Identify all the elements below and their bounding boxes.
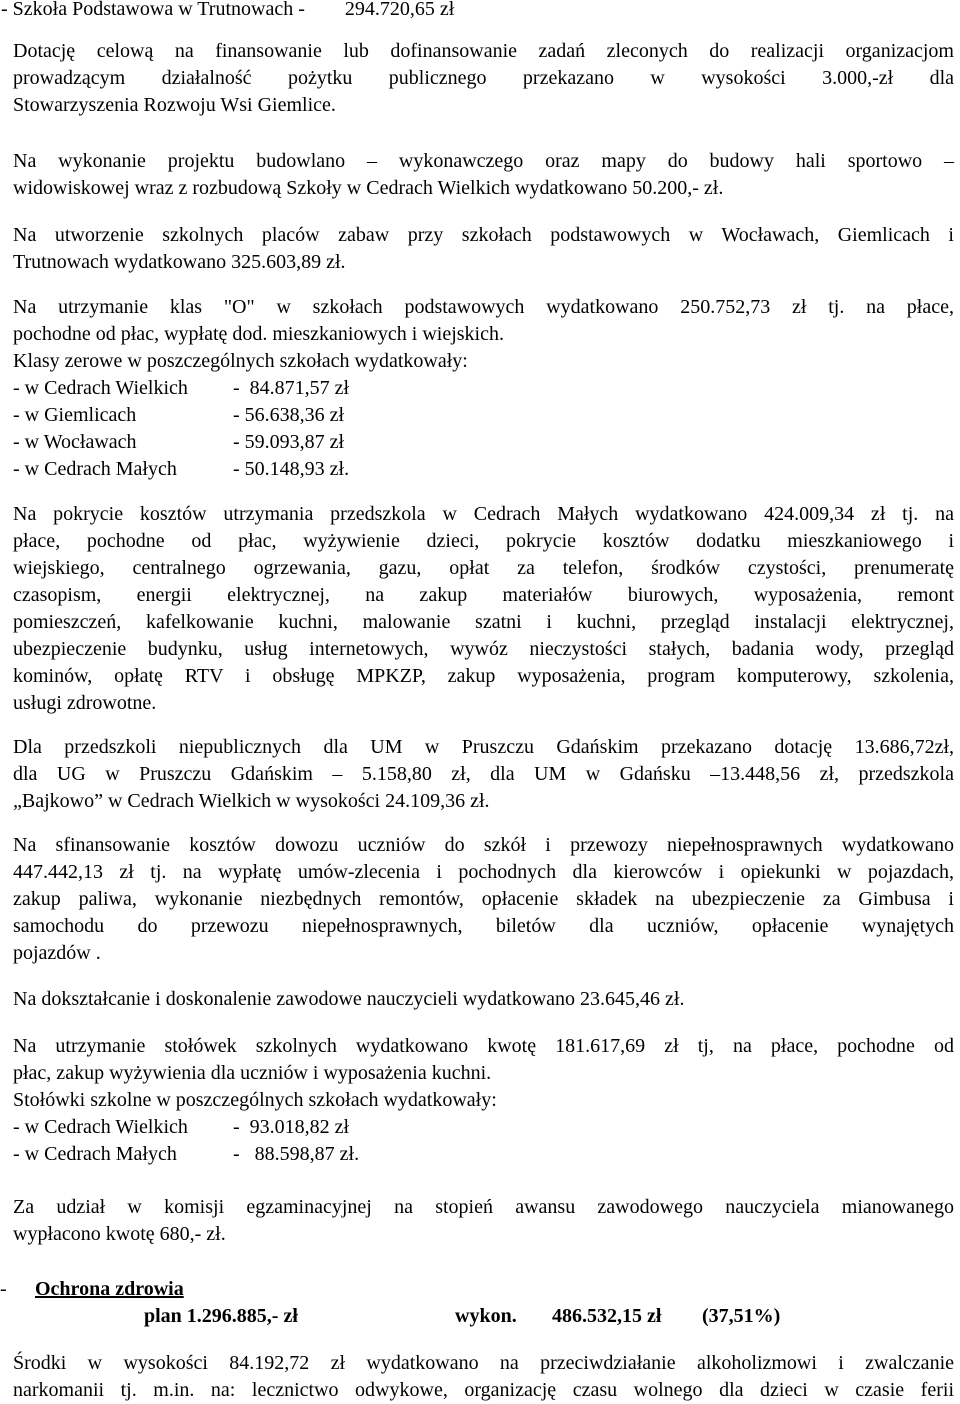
text-line: Na wykonanie projektu budowlano – wykonawczego oraz mapy do budowy hali sportowo – bbox=[13, 150, 954, 172]
list-item: - w Wocławach - 59.093,87 zł bbox=[13, 431, 345, 453]
top-line-amount: 294.720,65 zł bbox=[344, 0, 455, 20]
text-line: samochodu do przewozu niepełnosprawnych, biletów dla uczniów, opłacenie wynajętych bbox=[13, 915, 954, 937]
text-line: narkomanii tj. m.in. na: lecznictwo odwykowe, organizację czasu wolnego dla dzieci w czasie ferii bbox=[13, 1379, 954, 1401]
text-line: Stołówki szkolne w poszczególnych szkołach wydatkowały: bbox=[13, 1089, 497, 1111]
text-line: wiejskiego, centralnego ogrzewania, gazu, opłat za telefon, środków czystości, prenumeratę bbox=[13, 557, 954, 579]
text-line: Trutnowach wydatkowano 325.603,89 zł. bbox=[13, 251, 346, 273]
section-plan-row bbox=[0, 1303, 960, 1330]
paragraph-przedszkole bbox=[13, 501, 954, 717]
text-line: Na dokształcanie i doskonalenie zawodowe nauczycieli wydatkowano 23.645,46 zł. bbox=[13, 988, 685, 1010]
section-title: Ochrona zdrowia bbox=[35, 1278, 184, 1300]
text-line: Dotację celową na finansowanie lub dofinansowanie zadań zleconych do realizacji organizacjom bbox=[13, 40, 954, 62]
text-line: płac, zakup wyżywienia dla uczniów i wyposażenia kuchni. bbox=[13, 1062, 492, 1084]
text-line: ubezpieczenie budynku, usług internetowych, wywóz nieczystości stałych, badania wody, przegląd bbox=[13, 638, 954, 660]
list-item: - w Cedrach Małych - 88.598,87 zł. bbox=[13, 1143, 360, 1165]
list-item: - w Giemlicach - 56.638,36 zł bbox=[13, 404, 345, 426]
paragraph-dotacja bbox=[13, 38, 954, 119]
paragraph-przedszkola-niepubliczne bbox=[13, 734, 954, 815]
paragraph-doksztalcanie bbox=[13, 986, 954, 1013]
text-line: Za udział w komisji egzaminacyjnej na stopień awansu zawodowego nauczyciela mianowanego bbox=[13, 1196, 954, 1218]
section-plan: plan 1.296.885,- zł bbox=[144, 1305, 298, 1327]
text-line: widowiskowej wraz z rozbudową Szkoły w Cedrach Wielkich wydatkowano 50.200,- zł. bbox=[13, 177, 724, 199]
section-wykon-amount: 486.532,15 zł bbox=[552, 1305, 662, 1327]
text-line: 447.442,13 zł tj. na wypłatę umów-zlecenia i pochodnych dla kierowców i opiekunki w pojazdach, bbox=[13, 861, 954, 883]
section-dash: - bbox=[0, 1278, 7, 1300]
section-heading bbox=[0, 1276, 960, 1330]
text-line: „Bajkowo” w Cedrach Wielkich w wysokości 24.109,36 zł. bbox=[13, 790, 490, 812]
text-line: Stowarzyszenia Rozwoju Wsi Giemlice. bbox=[13, 94, 336, 116]
list-item: - w Cedrach Wielkich - 93.018,82 zł bbox=[13, 1116, 350, 1138]
text-line: Na sfinansowanie kosztów dowozu uczniów do szkół i przewozy niepełnosprawnych wydatkowano bbox=[13, 834, 954, 856]
paragraph-dowoz bbox=[13, 832, 954, 967]
text-line: pojazdów . bbox=[13, 942, 101, 964]
text-line: Na utrzymanie stołówek szkolnych wydatkowano kwotę 181.617,69 zł tj, na płace, pochodne od bbox=[13, 1035, 954, 1057]
paragraph-place-zabaw bbox=[13, 222, 954, 276]
list-item: - w Cedrach Wielkich - 84.871,57 zł bbox=[13, 377, 350, 399]
text-line: Dla przedszkoli niepublicznych dla UM w Pruszczu Gdańskim przekazano dotację 13.686,72zł, bbox=[13, 736, 954, 758]
text-line: Na pokrycie kosztów utrzymania przedszkola w Cedrach Małych wydatkowano 424.009,34 zł tj. na bbox=[13, 503, 954, 525]
text-line: wypłacono kwotę 680,- zł. bbox=[13, 1223, 226, 1245]
section-wykon-label: wykon. bbox=[455, 1305, 517, 1327]
section-percent: (37,51%) bbox=[702, 1305, 781, 1327]
text-line: prowadzącym działalność pożytku publicznego przekazano w wysokości 3.000,-zł dla bbox=[13, 67, 954, 89]
text-line: Klasy zerowe w poszczególnych szkołach wydatkowały: bbox=[13, 350, 468, 372]
text-line: płace, pochodne od płac, wyżywienie dzieci, pokrycie kosztów dodatku mieszkaniowego i bbox=[13, 530, 954, 552]
text-line: pomieszczeń, kafelkowanie kuchni, malowanie szatni i kuchni, przegląd instalacji elektrycznej, bbox=[13, 611, 954, 633]
paragraph-projekt bbox=[13, 148, 954, 202]
top-line-label: - Szkoła Podstawowa w Trutnowach - bbox=[1, 0, 305, 20]
text-line: kominów, opłatę RTV i obsługę MPKZP, zakup wyposażenia, program komputerowy, szkolenia, bbox=[13, 665, 954, 687]
paragraph-komisja bbox=[13, 1194, 954, 1248]
paragraph-srodki bbox=[13, 1350, 954, 1404]
list-item: - w Cedrach Małych - 50.148,93 zł. bbox=[13, 458, 350, 480]
text-line: Na utrzymanie klas "O" w szkołach podstawowych wydatkowano 250.752,73 zł tj. na płace, bbox=[13, 296, 954, 318]
text-line: czasopism, energii elektrycznej, na zakup materiałów biurowych, wyposażenia, remont bbox=[13, 584, 954, 606]
text-line: Na utworzenie szkolnych placów zabaw przy szkołach podstawowych w Wocławach, Giemlicach i bbox=[13, 224, 954, 246]
text-line: zakup paliwa, wykonanie niezbędnych remontów, opłacenie składek na ubezpieczenie za Gimbusa i bbox=[13, 888, 954, 910]
text-line: Środki w wysokości 84.192,72 zł wydatkowano na przeciwdziałanie alkoholizmowi i zwalczanie bbox=[13, 1352, 954, 1374]
paragraph-klasy-zerowe bbox=[13, 294, 954, 483]
paragraph-stolowki bbox=[13, 1033, 954, 1168]
text-line: pochodne od płac, wypłatę dod. mieszkaniowych i wiejskich. bbox=[13, 323, 504, 345]
text-line: usługi zdrowotne. bbox=[13, 692, 157, 714]
text-line: dla UG w Pruszczu Gdańskim – 5.158,80 zł, dla UM w Gdańsku –13.448,56 zł, przedszkola bbox=[13, 763, 954, 785]
top-line bbox=[1, 0, 454, 23]
